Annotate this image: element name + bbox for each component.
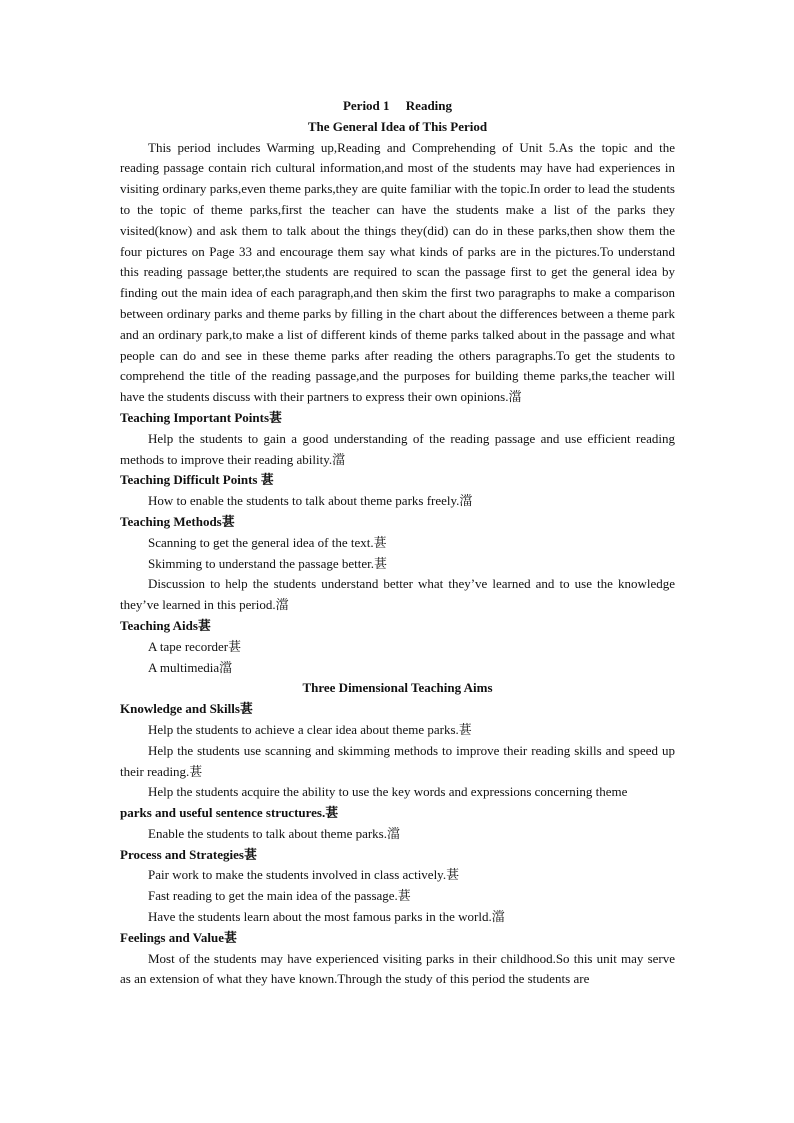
knowledge-item: Help the students to achieve a clear idea about theme parks.葚: [148, 721, 472, 737]
method-item: Skimming to understand the passage better.葚: [148, 555, 388, 571]
difficult-points-text: How to enable the students to talk about theme parks freely.澢: [148, 493, 473, 509]
process-item: Fast reading to get the main idea of the passage.葚: [148, 888, 411, 904]
aid-item: A tape recorder葚: [148, 638, 242, 654]
methods-heading: Teaching Methods葚: [120, 513, 235, 529]
aid-item: A multimedia澢: [148, 659, 233, 675]
process-heading: Process and Strategies葚: [120, 846, 257, 862]
important-points-heading: Teaching Important Points葚: [120, 409, 283, 425]
knowledge-item: Help the students use scanning and skimming methods to improve their reading skills and speed up their reading.葚: [120, 742, 675, 779]
important-points-text: Help the students to gain a good understanding of the reading passage and use efficient reading methods to improve their reading ability.澢: [120, 430, 675, 467]
knowledge-heading: Knowledge and Skills葚: [120, 701, 253, 717]
process-item: Pair work to make the students involved in class actively.葚: [148, 867, 460, 883]
general-idea-heading: The General Idea of This Period: [307, 118, 488, 134]
feelings-text: Most of the students may have experienced visiting parks in their childhood.So this unit may serve as an extension of what they have known.Through the study of this period the students are: [120, 950, 675, 987]
knowledge-item: Enable the students to talk about theme parks.澢: [148, 825, 400, 841]
document-body: [120, 96, 675, 990]
difficult-points-heading: Teaching Difficult Points 葚: [120, 472, 274, 488]
method-item: Scanning to get the general idea of the text.葚: [148, 534, 387, 550]
aids-heading: Teaching Aids葚: [120, 617, 211, 633]
intro-paragraph: This period includes Warming up,Reading and Comprehending of Unit 5.As the topic and the reading passage contain rich cultural information,and most of the students may have had experiences in visiting ordinary parks,even theme parks,they are quite familiar with the topic.In order to lead the students to the topic of theme parks,first the teacher can have the students make a list of the parks they visited(know) and ask them to talk about the things they(did) can do in these parks,then show them the four pictures on Page 33 and encourage them say what kinds of parks are in the pictures.To understand this reading passage better,the students are required to scan the passage first to get the general idea by finding out the main idea of each paragraph,and then skim the first two paragraphs to make a comparison between ordinary parks and theme parks by filling in the chart about the differences between a theme park and an ordinary park,to make a list of different kinds of theme parks talked about in the passage and what people can do and see in these theme parks after reading the others paragraphs.To get the students to comprehend the title of the reading passage,and the purposes for building theme parks,the teacher will have the students discuss with their partners to express their own opinions.澢: [120, 139, 675, 405]
knowledge-item-continued: parks and useful sentence structures.葚: [120, 805, 339, 821]
aims-title: Three Dimensional Teaching Aims: [302, 680, 493, 696]
period-title: Period 1 Reading: [342, 98, 453, 113]
knowledge-item: Help the students acquire the ability to use the key words and expressions concerning theme: [148, 784, 628, 800]
process-item: Have the students learn about the most famous parks in the world.澢: [148, 909, 505, 925]
method-item: Discussion to help the students understand better what they’ve learned and to use the knowledge they’ve learned in this period.澢: [120, 576, 675, 613]
feelings-heading: Feelings and Value葚: [120, 929, 238, 945]
